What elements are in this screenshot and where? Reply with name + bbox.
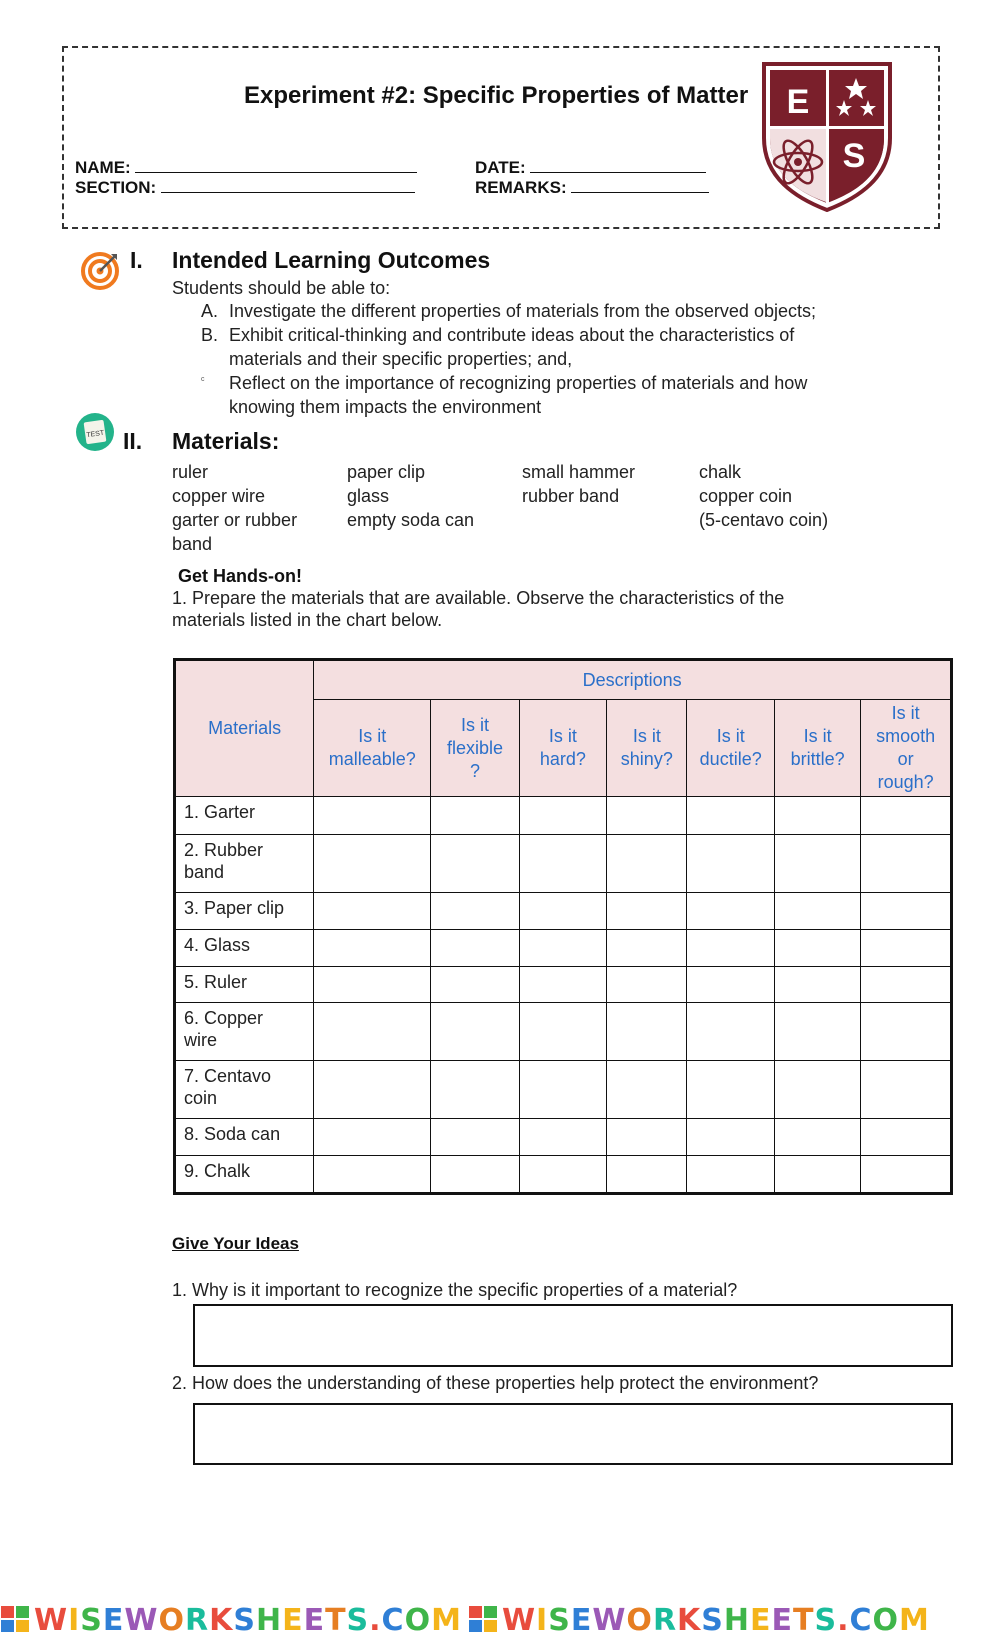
material-item: rubber band xyxy=(522,486,620,506)
material-item: (5-centavo coin) xyxy=(699,510,829,530)
answer-cell[interactable] xyxy=(431,1119,519,1156)
answer-cell[interactable] xyxy=(774,1003,860,1061)
col-smooth-rough-header: Is it smooth or rough? xyxy=(861,700,952,797)
answer-cell[interactable] xyxy=(861,1156,952,1194)
answer-cell[interactable] xyxy=(431,835,519,893)
material-item: ruler xyxy=(172,462,209,482)
table-row xyxy=(175,1061,952,1119)
section-line[interactable] xyxy=(161,178,415,193)
answer-cell[interactable] xyxy=(607,893,687,930)
material-row-label xyxy=(175,1061,314,1119)
answer-cell[interactable] xyxy=(687,1156,774,1194)
material-item: garter or rubber xyxy=(172,510,298,530)
answer-cell[interactable] xyxy=(687,1119,774,1156)
col-brittle-header: Is it brittle? xyxy=(774,700,860,797)
material-item: copper wire xyxy=(172,486,266,506)
answer-cell[interactable] xyxy=(607,797,687,835)
answer-cell[interactable] xyxy=(774,930,860,967)
material-row-label xyxy=(175,1119,314,1156)
answer-cell[interactable] xyxy=(774,797,860,835)
date-field[interactable] xyxy=(475,158,706,178)
materials-header: Materials xyxy=(175,660,314,797)
col-shiny-header: Is it shiny? xyxy=(607,700,687,797)
material-row-label xyxy=(175,930,314,967)
hands-on-instruction xyxy=(172,587,784,631)
school-shield-logo xyxy=(760,60,894,212)
answer-cell[interactable] xyxy=(861,1119,952,1156)
answer-cell[interactable] xyxy=(774,1119,860,1156)
name-line[interactable] xyxy=(135,158,417,173)
answer-cell[interactable] xyxy=(519,1061,606,1119)
answer-cell[interactable] xyxy=(607,1156,687,1194)
row-label-line: 2. Rubber xyxy=(184,840,264,860)
table-row xyxy=(175,835,952,893)
material-item: band xyxy=(172,534,213,554)
answer-cell[interactable] xyxy=(861,1061,952,1119)
outcomes-intro: Students should be able to: xyxy=(172,278,391,298)
row-label-line: 3. Paper clip xyxy=(184,898,285,918)
answer-cell[interactable] xyxy=(431,1061,519,1119)
answer-cell[interactable] xyxy=(861,893,952,930)
properties-table xyxy=(173,658,953,1195)
answer-cell[interactable] xyxy=(314,1061,431,1119)
answer-cell[interactable] xyxy=(607,967,687,1003)
section-label: SECTION: xyxy=(75,178,157,197)
answer-cell[interactable] xyxy=(314,930,431,967)
row-label-line: band xyxy=(184,862,225,882)
wse-logo-icon xyxy=(468,1605,498,1633)
answer-cell[interactable] xyxy=(431,797,519,835)
outcome-b-text-line1: Exhibit critical-thinking and contribute ideas about the characteristics of xyxy=(229,325,795,345)
materials-column-4 xyxy=(699,460,828,532)
logo-letter-e: E xyxy=(786,83,810,121)
answer-cell[interactable] xyxy=(519,930,606,967)
outcome-c-marker: c xyxy=(201,376,205,383)
answer-cell[interactable] xyxy=(519,797,606,835)
outcome-a-marker: A. xyxy=(201,301,219,321)
name-label: NAME: xyxy=(75,158,131,177)
answer-cell[interactable] xyxy=(687,930,774,967)
footer-watermark xyxy=(0,1603,1000,1639)
table-body xyxy=(175,797,952,1194)
material-item: empty soda can xyxy=(347,510,475,530)
material-item: paper clip xyxy=(347,462,426,482)
answer-cell[interactable] xyxy=(861,967,952,1003)
answer-cell[interactable] xyxy=(861,835,952,893)
target-icon xyxy=(81,252,119,290)
answer-cell[interactable] xyxy=(607,1061,687,1119)
instruction-line: 1. Prepare the materials that are available. Observe the characteristics of the xyxy=(172,588,785,608)
outcome-b-text-line2: materials and their specific properties; and, xyxy=(229,349,573,369)
section-field[interactable] xyxy=(75,178,415,198)
answer-box-1[interactable] xyxy=(193,1304,953,1367)
watermark-text: WISEWORKSHEETS.COM xyxy=(501,1603,930,1638)
row-label-line: 8. Soda can xyxy=(184,1124,281,1144)
page-title: Experiment #2: Specific Properties of Matter xyxy=(244,82,749,109)
row-label-line: 6. Copper xyxy=(184,1008,264,1028)
section-2-number: II. xyxy=(123,428,143,454)
answer-cell[interactable] xyxy=(687,967,774,1003)
table-row xyxy=(175,893,952,930)
answer-cell[interactable] xyxy=(314,893,431,930)
table-row xyxy=(175,1119,952,1156)
col-ductile-header: Is it ductile? xyxy=(687,700,774,797)
answer-cell[interactable] xyxy=(519,1156,606,1194)
remarks-label: REMARKS: xyxy=(475,178,567,197)
section-1-number: I. xyxy=(130,247,143,273)
answer-cell[interactable] xyxy=(607,1119,687,1156)
answer-cell[interactable] xyxy=(774,893,860,930)
table-row xyxy=(175,930,952,967)
material-item: copper coin xyxy=(699,486,793,506)
answer-box-2[interactable] xyxy=(193,1403,953,1465)
table-row xyxy=(175,1156,952,1194)
answer-cell[interactable] xyxy=(314,1119,431,1156)
watermark-text: WISEWORKSHEETS.COM xyxy=(34,1603,462,1638)
answer-cell[interactable] xyxy=(431,967,519,1003)
answer-cell[interactable] xyxy=(431,1003,519,1061)
material-item: glass xyxy=(347,486,390,506)
answer-cell[interactable] xyxy=(774,835,860,893)
test-paper-icon xyxy=(75,412,115,452)
material-item: small hammer xyxy=(522,462,636,482)
answer-cell[interactable] xyxy=(861,797,952,835)
row-label-line: 5. Ruler xyxy=(184,972,248,992)
date-label: DATE: xyxy=(475,158,526,177)
answer-cell[interactable] xyxy=(314,1003,431,1061)
materials-column-2 xyxy=(347,460,474,532)
answer-cell[interactable] xyxy=(687,797,774,835)
hands-on-heading: Get Hands-on! xyxy=(178,566,302,586)
wse-logo-icon xyxy=(0,1605,30,1633)
logo-letter-s: S xyxy=(842,137,866,175)
answer-cell[interactable] xyxy=(774,1156,860,1194)
answer-cell[interactable] xyxy=(607,930,687,967)
instruction-line: materials listed in the chart below. xyxy=(172,610,443,630)
date-line[interactable] xyxy=(530,158,706,173)
answer-cell[interactable] xyxy=(687,835,774,893)
materials-column-3 xyxy=(522,460,635,508)
remarks-line[interactable] xyxy=(571,178,709,193)
question-1: 1. Why is it important to recognize the specific properties of a material? xyxy=(172,1280,738,1300)
materials-column-1 xyxy=(172,460,297,556)
col-flexible-header: Is it flexible ? xyxy=(431,700,519,797)
descriptions-header: Descriptions xyxy=(314,660,952,700)
svg-text:TEST: TEST xyxy=(86,429,105,440)
table-row xyxy=(175,967,952,1003)
col-malleable-header: Is it malleable? xyxy=(314,700,431,797)
material-item: chalk xyxy=(699,462,742,482)
ideas-heading: Give Your Ideas xyxy=(172,1234,299,1253)
answer-cell[interactable] xyxy=(774,967,860,1003)
row-label-line: 7. Centavo xyxy=(184,1066,272,1086)
remarks-field[interactable] xyxy=(475,178,709,198)
row-label-line: coin xyxy=(184,1088,218,1108)
material-row-label xyxy=(175,1003,314,1061)
outcome-c-text-line1: Reflect on the importance of recognizing properties of materials and how xyxy=(229,373,808,393)
answer-cell[interactable] xyxy=(314,967,431,1003)
answer-cell[interactable] xyxy=(607,835,687,893)
answer-cell[interactable] xyxy=(431,1156,519,1194)
name-field[interactable] xyxy=(75,158,417,178)
answer-cell[interactable] xyxy=(861,930,952,967)
answer-cell[interactable] xyxy=(519,835,606,893)
material-row-label xyxy=(175,797,314,835)
answer-cell[interactable] xyxy=(519,893,606,930)
answer-cell[interactable] xyxy=(431,893,519,930)
section-1-title: Intended Learning Outcomes xyxy=(172,247,491,273)
answer-cell[interactable] xyxy=(687,1003,774,1061)
answer-cell[interactable] xyxy=(687,1061,774,1119)
answer-cell[interactable] xyxy=(519,1119,606,1156)
answer-cell[interactable] xyxy=(519,967,606,1003)
outcome-b-marker: B. xyxy=(201,325,219,345)
outcome-a-text: Investigate the different properties of materials from the observed objects; xyxy=(229,301,816,321)
outcome-c-text-line2: knowing them impacts the environment xyxy=(229,397,542,417)
answer-cell[interactable] xyxy=(861,1003,952,1061)
section-2-title: Materials: xyxy=(172,428,280,454)
answer-cell[interactable] xyxy=(519,1003,606,1061)
row-label-line: 1. Garter xyxy=(184,802,256,822)
question-2: 2. How does the understanding of these properties help protect the environment? xyxy=(172,1373,819,1393)
answer-cell[interactable] xyxy=(607,1003,687,1061)
material-row-label xyxy=(175,1156,314,1194)
row-label-line: wire xyxy=(184,1030,218,1050)
table-row xyxy=(175,1003,952,1061)
answer-cell[interactable] xyxy=(431,930,519,967)
row-label-line: 4. Glass xyxy=(184,935,251,955)
material-row-label xyxy=(175,893,314,930)
answer-cell[interactable] xyxy=(314,835,431,893)
row-label-line: 9. Chalk xyxy=(184,1161,251,1181)
material-row-label xyxy=(175,835,314,893)
answer-cell[interactable] xyxy=(687,893,774,930)
answer-cell[interactable] xyxy=(314,797,431,835)
answer-cell[interactable] xyxy=(774,1061,860,1119)
col-hard-header: Is it hard? xyxy=(519,700,606,797)
material-row-label xyxy=(175,967,314,1003)
table-row xyxy=(175,797,952,835)
answer-cell[interactable] xyxy=(314,1156,431,1194)
